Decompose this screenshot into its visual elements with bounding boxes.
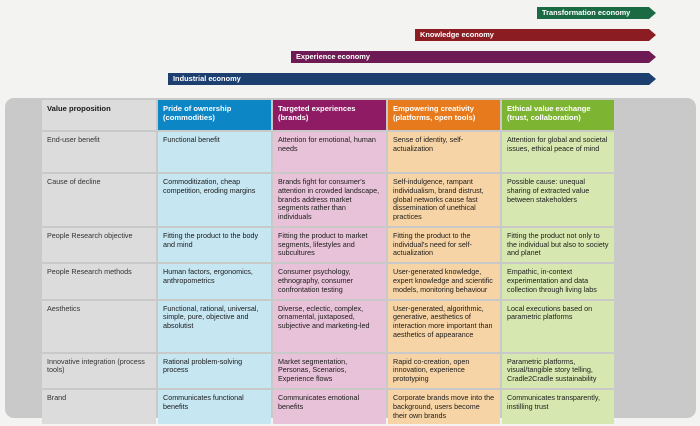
table-cell: Sense of identity, self-actualization xyxy=(388,132,500,172)
table-cell: Rational problem-solving process xyxy=(158,354,271,388)
table-cell: Communicates functional benefits xyxy=(158,390,271,424)
value-proposition-header: Value proposition xyxy=(42,100,156,130)
table-header-row xyxy=(42,100,614,130)
table-cell: Functional benefit xyxy=(158,132,271,172)
transformation-economy-arrow xyxy=(537,7,649,19)
table-cell: Market segmentation, Personas, Scenarios, Experience flows xyxy=(273,354,386,388)
table-cell: Parametric platforms, visual/tangible story telling, Cradle2Cradle sustainability xyxy=(502,354,614,388)
row-label-aesthetics: Aesthetics xyxy=(42,301,156,352)
table-cell: Consumer psychology, ethnography, consumer confrontation testing xyxy=(273,264,386,298)
knowledge-economy-label: Knowledge economy xyxy=(420,30,494,39)
table-row xyxy=(42,174,614,226)
table-cell: Possible cause: unequal sharing of extracted value between stakeholders xyxy=(502,174,614,226)
table-cell: Human factors, ergonomics, anthropometrics xyxy=(158,264,271,298)
ethical-value-exchange-header: Ethical value exchange (trust, collaboration) xyxy=(502,100,614,130)
table-row xyxy=(42,354,614,388)
industrial-economy-arrow xyxy=(168,73,649,85)
table-cell: User-generated, algorithmic, generative, aesthetics of interaction more important than aesthetics of appearance xyxy=(388,301,500,352)
table-cell: Brands fight for consumer's attention in crowded landscape, brands address market segments rather than individuals xyxy=(273,174,386,226)
value-proposition-table xyxy=(40,98,616,426)
table-cell: Self-indulgence, rampant individualism, brand distrust, global networks cause fast dissemination of unethical practices xyxy=(388,174,500,226)
table-cell: Attention for global and societal issues, ethical peace of mind xyxy=(502,132,614,172)
row-label-end-user-benefit: End-user benefit xyxy=(42,132,156,172)
row-label-brand: Brand xyxy=(42,390,156,424)
pride-of-ownership-header: Pride of ownership (commodities) xyxy=(158,100,271,130)
table-cell: Communicates transparently, instilling trust xyxy=(502,390,614,424)
table-cell: Fitting the product not only to the individual but also to society and planet xyxy=(502,228,614,262)
table-frame-left xyxy=(5,98,45,418)
table-row xyxy=(42,228,614,262)
row-label-people-research-methods: People Research methods xyxy=(42,264,156,298)
row-label-people-research-objective: People Research objective xyxy=(42,228,156,262)
table-cell: Empathic, in-context experimentation and data collection through living labs xyxy=(502,264,614,298)
table-cell: Functional, rational, universal, simple, pure, objective and absolutist xyxy=(158,301,271,352)
table-row xyxy=(42,390,614,424)
table-cell: User-generated knowledge, expert knowledge and scientific models, monitoring behaviour xyxy=(388,264,500,298)
row-label-innovative-integration: Innovative integration (process tools) xyxy=(42,354,156,388)
table-cell: Attention for emotional, human needs xyxy=(273,132,386,172)
experience-economy-label: Experience economy xyxy=(296,52,370,61)
table-cell: Fitting the product to market segments, lifestyles and subcultures xyxy=(273,228,386,262)
table-cell: Corporate brands move into the background, users become their own brands xyxy=(388,390,500,424)
table-cell: Local executions based on parametric platforms xyxy=(502,301,614,352)
table-row xyxy=(42,264,614,298)
table-cell: Fitting the product to the body and mind xyxy=(158,228,271,262)
experience-economy-arrow xyxy=(291,51,649,63)
table-cell: Fitting the product to the individual's need for self-actualization xyxy=(388,228,500,262)
table-cell: Diverse, eclectic, complex, ornamental, juxtaposed, subjective and marketing-led xyxy=(273,301,386,352)
row-label-cause-of-decline: Cause of decline xyxy=(42,174,156,226)
empowering-creativity-header: Empowering creativity (platforms, open tools) xyxy=(388,100,500,130)
industrial-economy-label: Industrial economy xyxy=(173,74,241,83)
table-row xyxy=(42,301,614,352)
transformation-economy-label: Transformation economy xyxy=(542,8,631,17)
table-cell: Commoditization, cheap competition, eroding margins xyxy=(158,174,271,226)
table-frame-right xyxy=(660,98,696,418)
table-cell: Communicates emotional benefits xyxy=(273,390,386,424)
table-cell: Rapid co-creation, open innovation, experience prototyping xyxy=(388,354,500,388)
targeted-experiences-header: Targeted experiences (brands) xyxy=(273,100,386,130)
table-row xyxy=(42,132,614,172)
knowledge-economy-arrow xyxy=(415,29,649,41)
